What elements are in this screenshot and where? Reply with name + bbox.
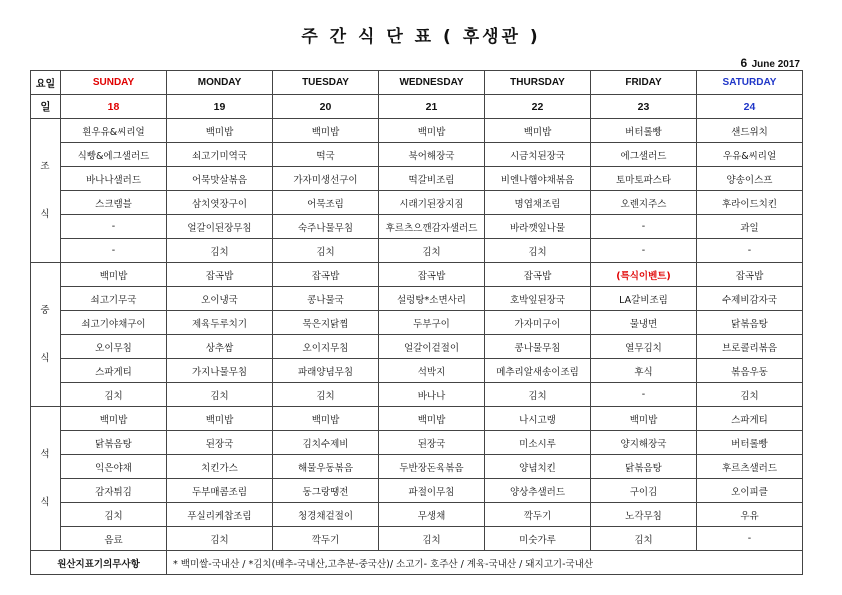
menu-cell: 쇠고기미역국 <box>167 143 273 167</box>
menu-cell: 메추리알새송이조림 <box>485 359 591 383</box>
menu-cell: 김치 <box>485 383 591 407</box>
menu-cell: 백미밥 <box>61 263 167 287</box>
menu-cell: - <box>61 215 167 239</box>
lunch-row <box>31 383 803 407</box>
dinner-row <box>31 407 803 431</box>
menu-cell: 김치 <box>61 383 167 407</box>
menu-cell: 토마토파스타 <box>591 167 697 191</box>
menu-cell: 잡곡밥 <box>379 263 485 287</box>
day-name-monday: MONDAY <box>167 71 273 95</box>
menu-cell: 무생채 <box>379 503 485 527</box>
menu-cell: 양지해장국 <box>591 431 697 455</box>
menu-cell: 김치 <box>167 239 273 263</box>
menu-cell: 깍두기 <box>485 503 591 527</box>
dow-header-row <box>31 71 803 95</box>
menu-cell: 콩나물국 <box>273 287 379 311</box>
menu-cell: 미소시루 <box>485 431 591 455</box>
menu-cell: 김치 <box>379 239 485 263</box>
menu-cell: 묵은지닭찜 <box>273 311 379 335</box>
menu-cell: (특식이벤트) <box>591 263 697 287</box>
date-label: 일 <box>31 95 61 119</box>
weekly-menu-table <box>30 70 803 575</box>
menu-cell: 백미밥 <box>379 119 485 143</box>
menu-cell: 닭볶음탕 <box>697 311 803 335</box>
lunch-row <box>31 263 803 287</box>
menu-cell: 가지나물무침 <box>167 359 273 383</box>
lunch-row <box>31 287 803 311</box>
menu-cell: 열무김치 <box>591 335 697 359</box>
menu-cell: 김치 <box>167 383 273 407</box>
menu-cell: 우유 <box>697 503 803 527</box>
menu-cell: 어묵조림 <box>273 191 379 215</box>
menu-cell: 떡국 <box>273 143 379 167</box>
menu-cell: 청경채겉절이 <box>273 503 379 527</box>
menu-cell: 김치 <box>485 239 591 263</box>
menu-cell: 잡곡밥 <box>167 263 273 287</box>
day-name-friday: FRIDAY <box>591 71 697 95</box>
origin-label: 원산지표기의무사항 <box>31 551 167 575</box>
dinner-row <box>31 455 803 479</box>
menu-cell: 떡갈비조림 <box>379 167 485 191</box>
menu-cell: - <box>61 239 167 263</box>
menu-cell: 얼갈이겉절이 <box>379 335 485 359</box>
menu-cell: - <box>591 383 697 407</box>
menu-cell: 바나나샐러드 <box>61 167 167 191</box>
menu-cell: 버터롤빵 <box>591 119 697 143</box>
menu-cell: 스크램블 <box>61 191 167 215</box>
breakfast-row <box>31 191 803 215</box>
menu-cell: 후르츠으깬감자샐러드 <box>379 215 485 239</box>
menu-cell: 구이김 <box>591 479 697 503</box>
menu-cell: 스파게티 <box>61 359 167 383</box>
menu-cell: 물냉면 <box>591 311 697 335</box>
menu-cell: 익은야채 <box>61 455 167 479</box>
dinner-row <box>31 479 803 503</box>
breakfast-row <box>31 143 803 167</box>
day-name-saturday: SATURDAY <box>697 71 803 95</box>
menu-cell: 삼치엿장구이 <box>167 191 273 215</box>
menu-cell: 김치 <box>697 383 803 407</box>
menu-cell: 후식 <box>591 359 697 383</box>
menu-cell: 샌드위치 <box>697 119 803 143</box>
dinner-label: 석 식 <box>31 407 61 551</box>
menu-cell: 양상추샐러드 <box>485 479 591 503</box>
menu-cell: 백미밥 <box>379 407 485 431</box>
page-title: 주 간 식 단 표 ( 후생관 ) <box>301 27 541 47</box>
menu-cell: 명엽채조림 <box>485 191 591 215</box>
menu-cell: 양송이스프 <box>697 167 803 191</box>
day-name-sunday: SUNDAY <box>61 71 167 95</box>
menu-cell: 된장국 <box>379 431 485 455</box>
day-date-monday: 19 <box>167 95 273 119</box>
menu-cell: 백미밥 <box>61 407 167 431</box>
menu-cell: 볶음우동 <box>697 359 803 383</box>
menu-cell: 버터롤빵 <box>697 431 803 455</box>
lunch-row <box>31 335 803 359</box>
menu-cell: 닭볶음탕 <box>61 431 167 455</box>
breakfast-row <box>31 215 803 239</box>
menu-cell: 숙주나물무침 <box>273 215 379 239</box>
menu-cell: 석박지 <box>379 359 485 383</box>
origin-row <box>31 551 803 575</box>
menu-cell: 파절이무침 <box>379 479 485 503</box>
day-date-saturday: 24 <box>697 95 803 119</box>
dinner-row <box>31 503 803 527</box>
menu-cell: 잡곡밥 <box>273 263 379 287</box>
menu-cell: 김치 <box>167 527 273 551</box>
menu-cell: 백미밥 <box>273 407 379 431</box>
menu-cell: 음료 <box>61 527 167 551</box>
menu-cell: 오이무침 <box>61 335 167 359</box>
menu-cell: - <box>591 239 697 263</box>
menu-cell: 호박잎된장국 <box>485 287 591 311</box>
menu-cell: 파래양념무침 <box>273 359 379 383</box>
menu-cell: 된장국 <box>167 431 273 455</box>
menu-cell: 백미밥 <box>591 407 697 431</box>
menu-cell: 김치 <box>273 383 379 407</box>
menu-cell: 어묵맛살볶음 <box>167 167 273 191</box>
menu-cell: 브로콜리볶음 <box>697 335 803 359</box>
menu-cell: - <box>697 527 803 551</box>
menu-cell: LA갈비조림 <box>591 287 697 311</box>
menu-cell: 후라이드치킨 <box>697 191 803 215</box>
menu-cell: 닭볶음탕 <box>591 455 697 479</box>
lunch-row <box>31 359 803 383</box>
menu-cell: 김치 <box>61 503 167 527</box>
day-date-tuesday: 20 <box>273 95 379 119</box>
menu-cell: 바나나 <box>379 383 485 407</box>
menu-cell: 쇠고기야채구이 <box>61 311 167 335</box>
menu-cell: 치킨가스 <box>167 455 273 479</box>
menu-cell: 김치 <box>379 527 485 551</box>
menu-cell: 양념치킨 <box>485 455 591 479</box>
lunch-label: 중 식 <box>31 263 61 407</box>
menu-cell: 백미밥 <box>167 119 273 143</box>
menu-cell: 북어해장국 <box>379 143 485 167</box>
menu-cell: 얼갈이된장무침 <box>167 215 273 239</box>
menu-cell: 두부구이 <box>379 311 485 335</box>
menu-cell: 콩나물무침 <box>485 335 591 359</box>
menu-cell: 상추쌈 <box>167 335 273 359</box>
breakfast-row <box>31 239 803 263</box>
day-date-thursday: 22 <box>485 95 591 119</box>
menu-cell: 깍두기 <box>273 527 379 551</box>
lunch-row <box>31 311 803 335</box>
day-name-wednesday: WEDNESDAY <box>379 71 485 95</box>
day-date-wednesday: 21 <box>379 95 485 119</box>
menu-cell: 바라깻잎나물 <box>485 215 591 239</box>
menu-cell: 감자튀김 <box>61 479 167 503</box>
menu-cell: 오이지무침 <box>273 335 379 359</box>
menu-cell: 비엔나햄야채볶음 <box>485 167 591 191</box>
date-header-row <box>31 95 803 119</box>
date-day: 6 <box>740 56 748 70</box>
menu-cell: 김치수제비 <box>273 431 379 455</box>
menu-cell: 나시고랭 <box>485 407 591 431</box>
day-name-thursday: THURSDAY <box>485 71 591 95</box>
menu-cell: - <box>697 239 803 263</box>
origin-text: * 백미쌀-국내산 / *김치(배추-국내산,고추분-중국산)/ 소고기- 호주산 / 계육-국내산 / 돼지고기-국내산 <box>167 551 803 575</box>
menu-cell: 백미밥 <box>485 119 591 143</box>
menu-cell: 백미밥 <box>273 119 379 143</box>
menu-cell: 두부매콤조림 <box>167 479 273 503</box>
menu-cell: 해물우동볶음 <box>273 455 379 479</box>
menu-cell: 설렁탕*소면사리 <box>379 287 485 311</box>
day-name-tuesday: TUESDAY <box>273 71 379 95</box>
menu-cell: 에그샐러드 <box>591 143 697 167</box>
menu-cell: 김치 <box>591 527 697 551</box>
menu-cell: 두반장돈육볶음 <box>379 455 485 479</box>
menu-cell: 흰우유&씨리얼 <box>61 119 167 143</box>
menu-cell: 가자미생선구이 <box>273 167 379 191</box>
menu-cell: 백미밥 <box>167 407 273 431</box>
menu-cell: 수제비감자국 <box>697 287 803 311</box>
dinner-row <box>31 527 803 551</box>
menu-cell: 노각무침 <box>591 503 697 527</box>
menu-cell: 우유&씨리얼 <box>697 143 803 167</box>
menu-cell: 후르츠샐러드 <box>697 455 803 479</box>
menu-cell: 김치 <box>273 239 379 263</box>
menu-cell: 시래기된장지짐 <box>379 191 485 215</box>
menu-cell: 잡곡밥 <box>485 263 591 287</box>
menu-cell: 오렌지주스 <box>591 191 697 215</box>
dinner-row <box>31 431 803 455</box>
breakfast-row <box>31 119 803 143</box>
menu-cell: 미숫가루 <box>485 527 591 551</box>
menu-cell: 스파게티 <box>697 407 803 431</box>
menu-cell: 동그랑땡전 <box>273 479 379 503</box>
menu-cell: 쇠고기무국 <box>61 287 167 311</box>
menu-cell: - <box>591 215 697 239</box>
menu-cell: 푸실리케찹조림 <box>167 503 273 527</box>
menu-cell: 오이피클 <box>697 479 803 503</box>
breakfast-label: 조 식 <box>31 119 61 263</box>
dow-label: 요일 <box>31 71 61 95</box>
menu-cell: 제육두루치기 <box>167 311 273 335</box>
date-month-year: June 2017 <box>751 59 800 70</box>
menu-cell: 가자미구이 <box>485 311 591 335</box>
menu-cell: 식빵&에그샐러드 <box>61 143 167 167</box>
breakfast-row <box>31 167 803 191</box>
day-date-friday: 23 <box>591 95 697 119</box>
menu-cell: 시금치된장국 <box>485 143 591 167</box>
menu-cell: 잡곡밥 <box>697 263 803 287</box>
menu-cell: 과일 <box>697 215 803 239</box>
day-date-sunday: 18 <box>61 95 167 119</box>
menu-cell: 오이냉국 <box>167 287 273 311</box>
